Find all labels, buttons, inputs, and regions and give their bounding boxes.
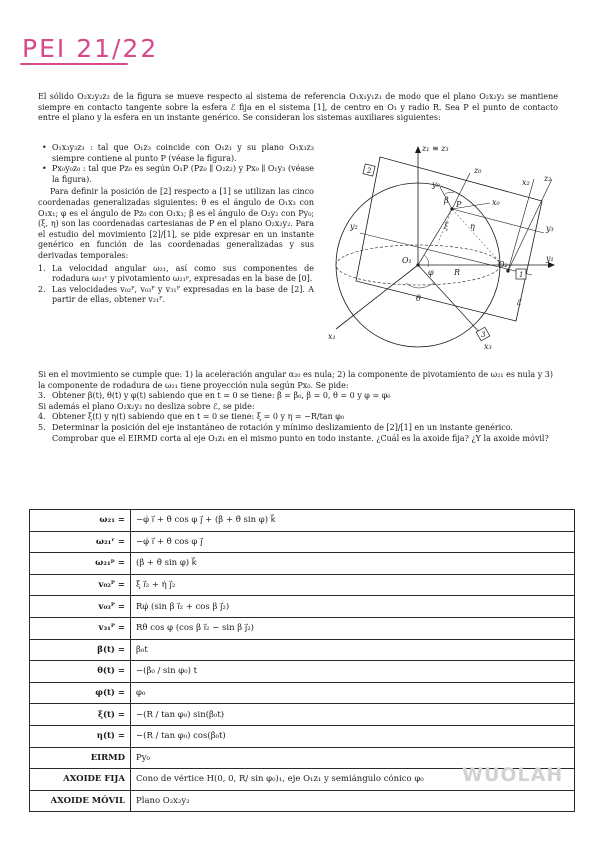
question-4 xyxy=(38,412,558,423)
question-text: Determinar la posición del eje instantáneo de rotación y mínimo deslizamiento de [2]/[1] en un instante genérico. Comprobar que el EIRMD corta al eje O₁z₁ en el mismo punto en todo instante. ¿Cuál es la axoide fija? ¿Y la axoide móvil? xyxy=(52,422,549,443)
results-row xyxy=(30,661,575,683)
question-5 xyxy=(38,423,558,444)
label-sphere: ℰ xyxy=(516,298,521,307)
beta-arc xyxy=(444,192,454,195)
results-row xyxy=(30,510,575,532)
result-value: −φ̇ ı⃗ + θ̇ cos φ ȷ⃗ + (β̇ + θ̇ sin φ) k⃗ xyxy=(131,510,575,532)
question-number: 4. xyxy=(38,412,46,422)
label-r: R xyxy=(454,268,461,277)
result-key: β(t) = xyxy=(30,639,131,661)
figure-diagram xyxy=(320,143,560,355)
results-row xyxy=(30,531,575,553)
point-o1 xyxy=(416,263,419,266)
results-row xyxy=(30,553,575,575)
point-p xyxy=(450,207,453,210)
result-value: φ₀ xyxy=(131,682,575,704)
results-row xyxy=(30,617,575,639)
result-value: ξ̇ ı⃗₂ + η̇ ȷ⃗₂ xyxy=(131,574,575,596)
question-text: La velocidad angular ω₂₁, así como sus componentes de rodadura ω₂₁ʳ y pivotamiento ω₂₁ᵖ, expresadas en la base de [0]. xyxy=(52,263,314,284)
y3-axis xyxy=(452,209,544,233)
results-row xyxy=(30,682,575,704)
results-row xyxy=(30,704,575,726)
label-o2: O₂ xyxy=(498,260,508,269)
title-underline xyxy=(20,63,128,65)
question-number: 2. xyxy=(38,284,46,294)
result-value: Py₀ xyxy=(131,747,575,769)
result-key: v₀₂ᴾ = xyxy=(30,574,131,596)
results-row xyxy=(30,574,575,596)
result-value: Plano O₂x₂y₂ xyxy=(131,790,575,812)
results-row xyxy=(30,790,575,812)
condition-2: Si además el plano O₂x₂y₂ no desliza sobre ℰ, se pide: xyxy=(38,401,255,411)
theta-arc xyxy=(406,283,434,288)
label-p: P xyxy=(456,200,462,209)
result-key: AXOIDE MÓVIL xyxy=(30,790,131,812)
result-value: −(β̇₀ / sin φ₀) t xyxy=(131,661,575,683)
label-z0: z₀ xyxy=(474,166,482,175)
question-text: Las velocidades v₀₂ᴾ, v₀₃ᴾ y v₃₁ᴾ expresadas en la base de [2]. A partir de ellas, obtener v₂₁ᴾ. xyxy=(52,284,314,305)
result-key: v₀₃ᴾ = xyxy=(30,596,131,618)
label-y3: y₃ xyxy=(546,224,554,233)
result-value: −(R / tan φ₀) sin(β̇₀t) xyxy=(131,704,575,726)
solid-3-tag-label: 3 xyxy=(481,331,486,339)
result-value: Rθ̇ cos φ (cos β ı⃗₂ − sin β ȷ⃗₂) xyxy=(131,617,575,639)
question-number: 3. xyxy=(38,391,46,401)
bullet-system-0: • Px₀y₀z₀ : tal que Pz₀ es según O₁P (Pz₀ ∥ O₂z₂) y Px₀ ∥ O₁y₃ (véase la figura). xyxy=(38,164,314,185)
result-value: β̇₀t xyxy=(131,639,575,661)
label-x2: x₂ xyxy=(522,178,530,187)
label-x3: x₃ xyxy=(484,342,492,351)
result-key: φ(t) = xyxy=(30,682,131,704)
label-xi: ξ xyxy=(444,222,449,231)
label-y1: y₁ xyxy=(546,254,554,263)
results-row xyxy=(30,639,575,661)
result-key: ξ(t) = xyxy=(30,704,131,726)
z1-arrow-icon xyxy=(415,146,421,153)
coordinates-paragraph: Para definir la posición de [2] respecto a [1] se utilizan las cinco coordenadas generalizadas siguientes: θ es el ángulo de O₁x₃ con O₁x₁; φ es el ángulo de Pz₀ con O₁x₃; β es el ángulo de O₂y₂ con Py₀; (ξ, η) son las coordenadas cartesianas de P en el plano O₂x₂y₂. Para el estudio del movimiento [2]/[1], se pide expresar en un instante genérico en función de las coordenadas generalizadas y sus derivadas temporales: xyxy=(38,187,314,260)
question-number: 1. xyxy=(38,263,46,273)
results-row xyxy=(30,596,575,618)
results-row xyxy=(30,725,575,747)
question-text: Obtener ξ(t) y η(t) sabiendo que en t = 0 se tiene: ξ = 0 y η = −R/tan φ₀ xyxy=(52,412,345,422)
bullet-system-3: • O₁x₃y₃z₃ : tal que O₁z₃ coincide con O₁z₁ y su plano O₁x₃z₃ siempre contiene al punto P (véase la figura). xyxy=(38,143,314,164)
point-o2 xyxy=(506,269,509,272)
label-x1: x₁ xyxy=(328,332,336,341)
result-key: ω₂₁ᵖ = xyxy=(30,553,131,575)
label-z1-z3: z₁ ≡ z₃ xyxy=(422,144,449,153)
result-key: ω₂₁ = xyxy=(30,510,131,532)
result-key: v₃₁ᴾ = xyxy=(30,617,131,639)
result-key: η(t) = xyxy=(30,725,131,747)
result-value: (β̇ + θ̇ sin φ) k⃗ xyxy=(131,553,575,575)
result-value: Cono de vértice H(0, 0, R/ sin φ₀)₁, eje O₁z₁ y semiángulo cónico φ₀ xyxy=(131,769,575,791)
result-key: ω₂₁ʳ = xyxy=(30,531,131,553)
condition-1: Si en el movimiento se cumple que: 1) la aceleración angular α₂₀ es nula; 2) la componente de pivotamiento de ω₂₁ es nula y 3) la componente de rodadura de ω₂₁ tiene proyección nula según Px₀. Se pide: xyxy=(38,370,553,390)
result-key: EIRMD xyxy=(30,747,131,769)
result-value: Rφ̇ (sin β ı⃗₂ + cos β ȷ⃗₂) xyxy=(131,596,575,618)
result-key: AXOIDE FIJA xyxy=(30,769,131,791)
label-o1: O₁ xyxy=(402,256,412,265)
label-phi: φ xyxy=(428,268,434,277)
document-title: PEI 21/22 xyxy=(22,34,159,63)
label-y2: y₂ xyxy=(350,222,358,231)
problem-left-column xyxy=(38,143,314,306)
result-value: −φ̇ ı⃗ + θ̇ cos φ ȷ⃗ xyxy=(131,531,575,553)
label-z2: z₂ xyxy=(544,174,552,183)
x1-axis xyxy=(336,265,418,329)
label-y0: y₀ xyxy=(432,180,440,189)
solid-2-tag-label: 2 xyxy=(367,167,372,175)
mechanism-figure xyxy=(320,143,560,355)
label-eta: η xyxy=(470,222,475,231)
question-3 xyxy=(38,391,558,402)
label-beta: β xyxy=(444,196,449,205)
label-x0: x₀ xyxy=(492,198,500,207)
question-text: Obtener β(t), θ(t) y φ(t) sabiendo que en t = 0 se tiene: β̇ = β̇₀, β = 0, θ = 0 y φ = φ₀ xyxy=(52,391,391,401)
watermark: WUOLAH xyxy=(462,764,564,786)
problem-lower-section xyxy=(38,370,558,444)
result-key: θ(t) = xyxy=(30,661,131,683)
label-theta: θ xyxy=(416,294,421,303)
question-number: 5. xyxy=(38,422,46,432)
solid-1-tag-label: 1 xyxy=(519,271,524,279)
question-1 xyxy=(38,264,314,285)
radius-o1p xyxy=(418,209,452,265)
problem-intro: El sólido O₂x₂y₂z₂ de la figura se mueve respecto al sistema de referencia O₁x₁y₁z₁ de modo que el plano O₂x₂y₂ se mantiene siempre en contacto tangente sobre la esfera ℰ fija en el sistema [1], de centro en O₁ y radio R. Sea P el punto de contacto entre el plano y la esfera en un instante genérico. Se consideran los sistemas auxiliares siguientes: xyxy=(38,92,558,123)
question-2 xyxy=(38,285,314,306)
result-value: −(R / tan φ₀) cos(β̇₀t) xyxy=(131,725,575,747)
